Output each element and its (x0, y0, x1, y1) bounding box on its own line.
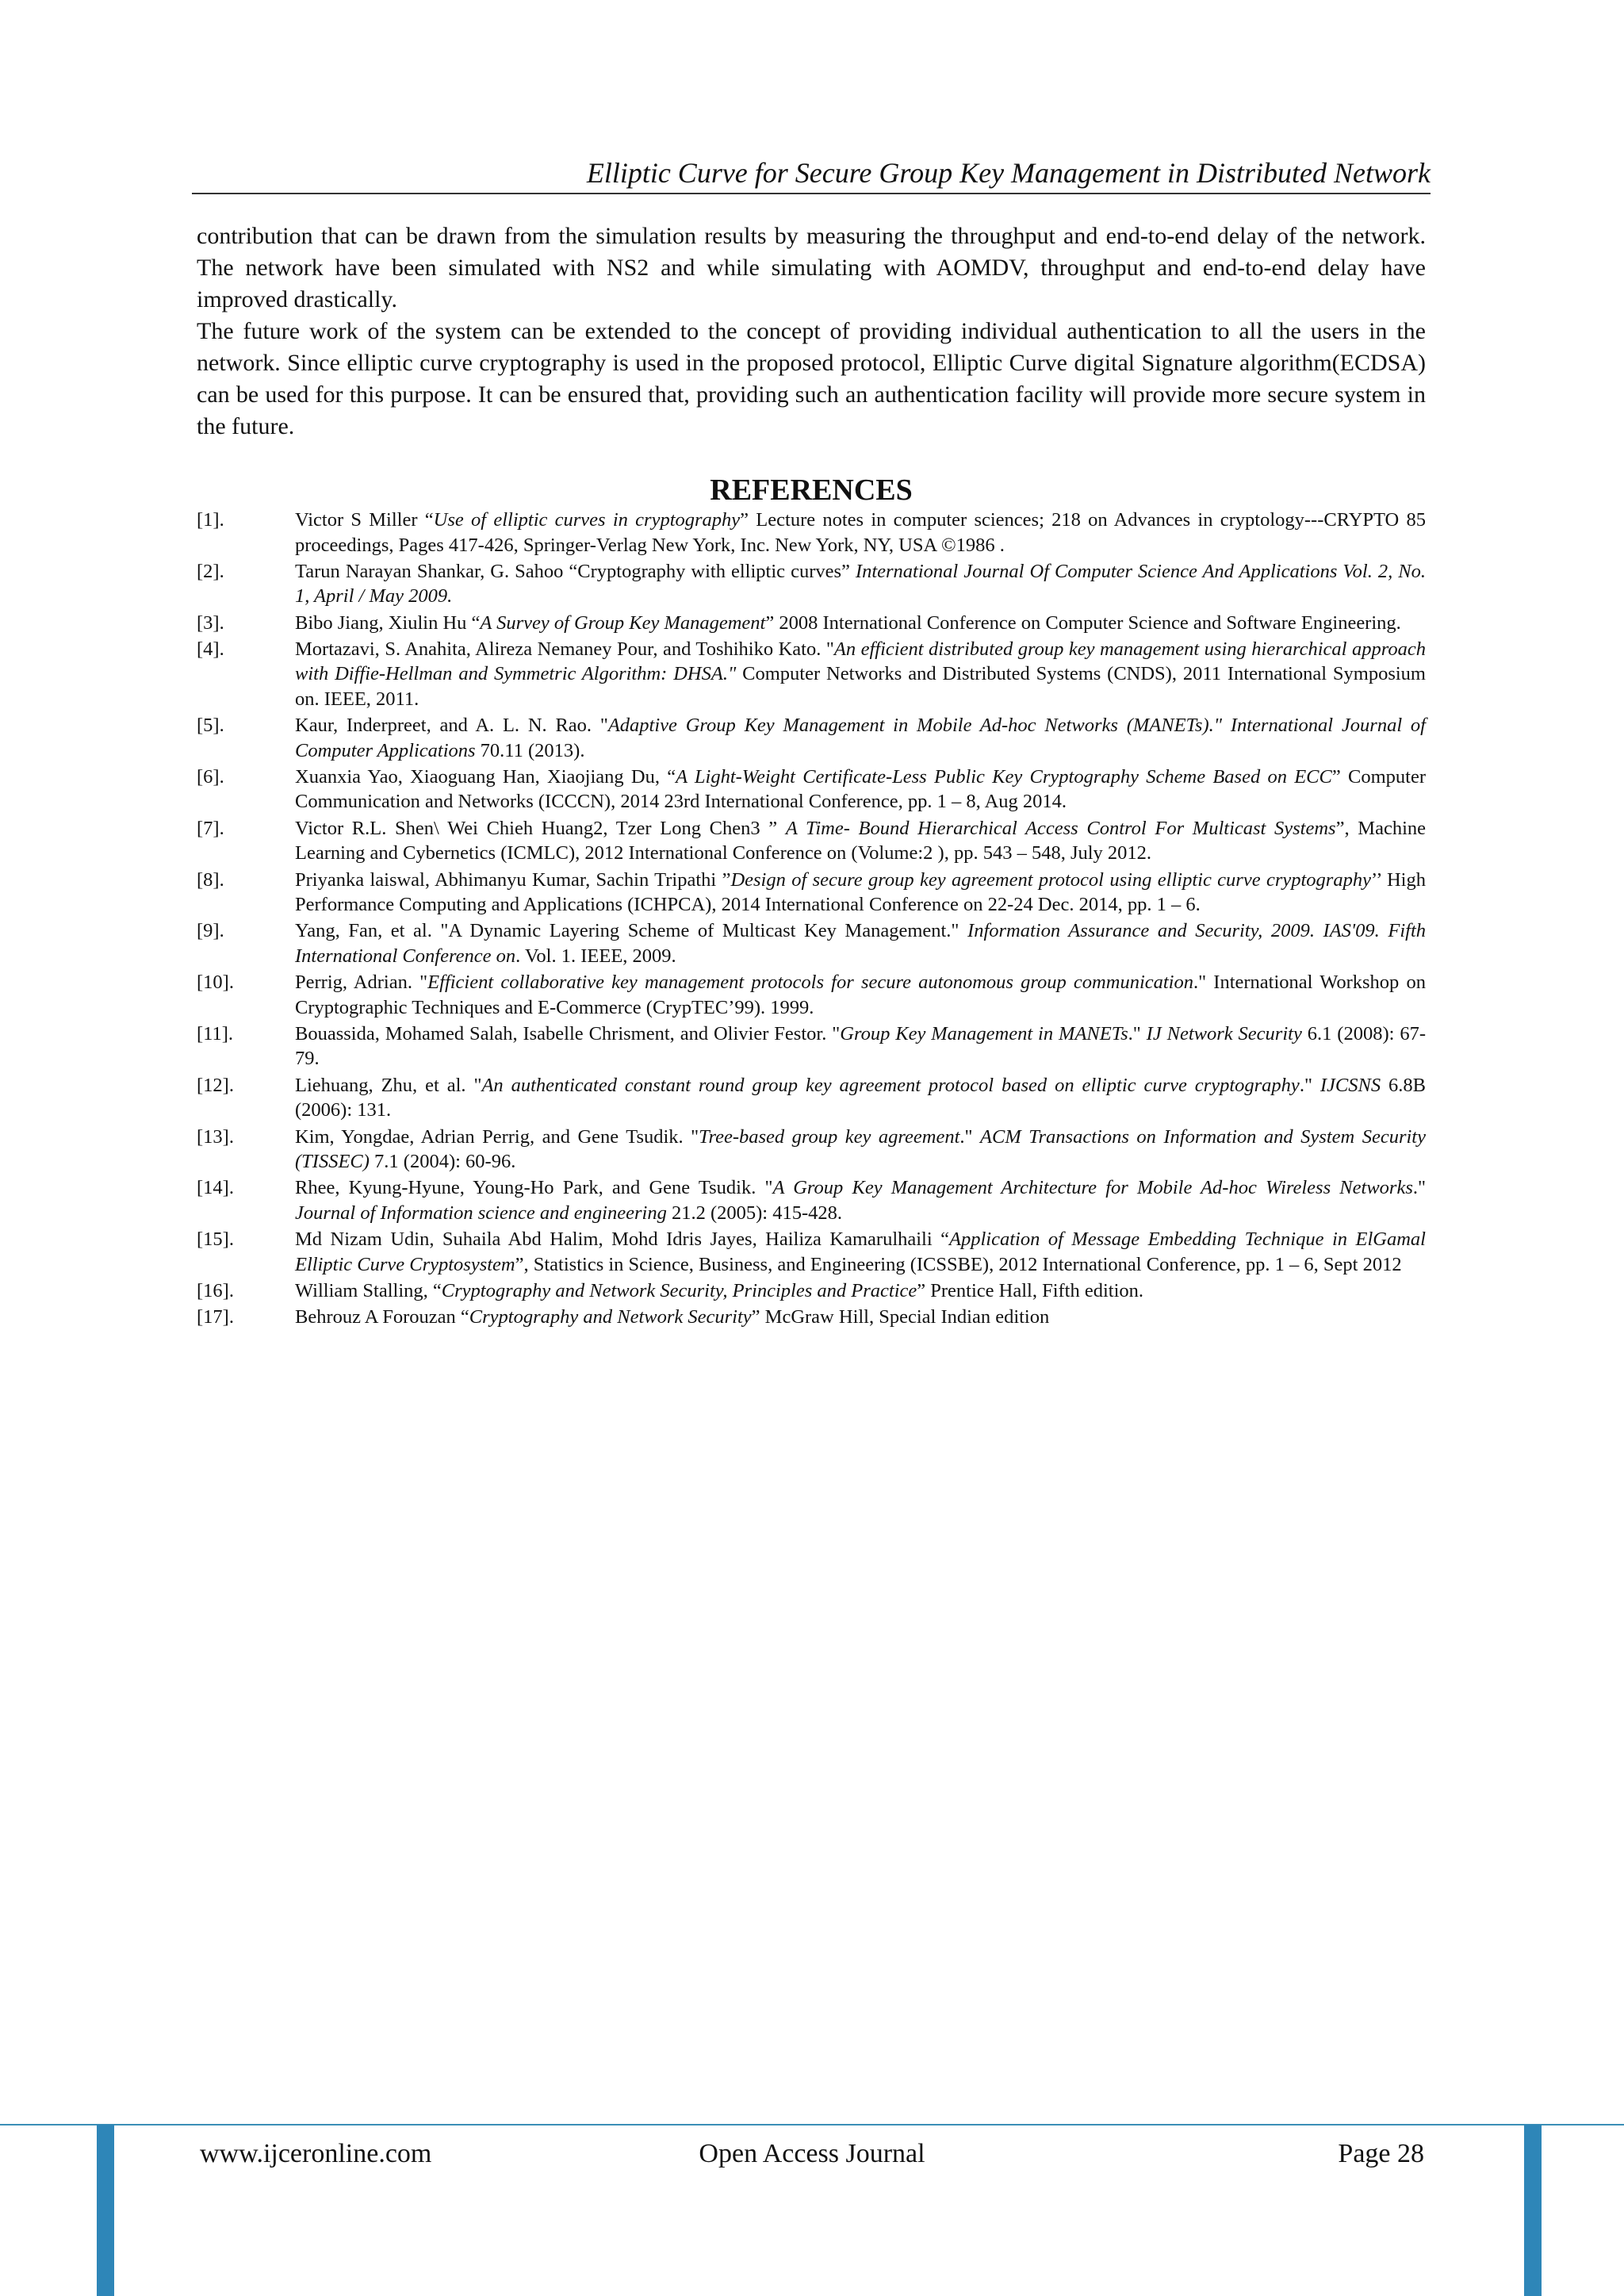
header-rule (192, 193, 1431, 194)
reference-text: Perrig, Adrian. "Efficient collaborative key management protocols for secure autonomous group communication." International Workshop on Cryptographic Techniques and E-Commerce (CrypTEC’99). 1999. (295, 972, 1426, 1018)
footer-page-number: Page 28 (1338, 2139, 1424, 2168)
reference-number: [9]. (197, 920, 224, 942)
footer-rule (0, 2124, 1624, 2125)
reference-number: [15]. (197, 1228, 234, 1251)
running-title: Elliptic Curve for Secure Group Key Management in Distributed Network (586, 157, 1431, 189)
reference-text: Priyanka laiswal, Abhimanyu Kumar, Sachin Tripathi ”Design of secure group key agreement protocol using elliptic curve cryptography’’ High Performance Computing and Applications (ICHPCA), 2014 International Conference on 22-24 Dec. 2014, pp. 1 – 6. (295, 868, 1426, 916)
reference-item (197, 868, 1426, 918)
reference-item (197, 1022, 1426, 1071)
reference-text: Rhee, Kyung-Hyune, Young-Ho Park, and Gene Tsudik. "A Group Key Management Architecture for Mobile Ad-hoc Wireless Networks." Journal of Information science and engineering 21.2 (2005): 415-428. (295, 1177, 1426, 1224)
reference-item (197, 1278, 1426, 1304)
footer-journal-label: Open Access Journal (699, 2139, 925, 2168)
reference-number: [11]. (197, 1022, 234, 1045)
reference-number: [2]. (197, 560, 224, 582)
reference-number: [13]. (197, 1125, 234, 1148)
body-paragraph-2: The future work of the system can be extended to the concept of providing individual authentication to all the users in the network. Since elliptic curve cryptography is used in the proposed protocol, Elliptic Curve digital Signature algorithm(ECDSA) can be used for this purpose. It can be ensured that, providing such an authentication facility will provide more secure system in the future. (197, 318, 1426, 439)
reference-text: Behrouz A Forouzan “Cryptography and Network Security” McGraw Hill, Special Indian edition (295, 1306, 1050, 1328)
reference-item (197, 1175, 1426, 1225)
body-paragraph-1: contribution that can be drawn from the simulation results by measuring the throughput and end-to-end delay of the network. The network have been simulated with NS2 and while simulating with AOMDV, throughput and end-to-end delay have improved drastically. (197, 223, 1426, 312)
reference-item (197, 713, 1426, 763)
reference-text: Bibo Jiang, Xiulin Hu “A Survey of Group Key Management” 2008 International Conference on Computer Science and Software Engineering. (295, 611, 1401, 634)
reference-text: William Stalling, “Cryptography and Network Security, Principles and Practice” Prentice Hall, Fifth edition. (295, 1279, 1144, 1301)
reference-number: [10]. (197, 972, 234, 994)
reference-number: [7]. (197, 817, 224, 839)
footer (200, 2137, 1424, 2171)
reference-list (197, 508, 1426, 1332)
reference-text: Victor R.L. Shen\ Wei Chieh Huang2, Tzer Long Chen3 ” A Time- Bound Hierarchical Access Control For Multicast Systems”, Machine Learning and Cybernetics (ICMLC), 2012 International Conference on (Volume:2 ), pp. 543 – 548, July 2012. (295, 817, 1426, 864)
reference-number: [14]. (197, 1177, 234, 1199)
reference-item (197, 559, 1426, 609)
reference-item (197, 918, 1426, 968)
reference-number: [12]. (197, 1074, 234, 1096)
reference-text: Kaur, Inderpreet, and A. L. N. Rao. "Adaptive Group Key Management in Mobile Ad-hoc Networks (MANETs)." International Journal of Computer Applications 70.11 (2013). (295, 715, 1426, 761)
reference-number: [4]. (197, 638, 224, 660)
body-text (197, 220, 1426, 443)
reference-item (197, 508, 1426, 558)
reference-item (197, 816, 1426, 866)
reference-text: Yang, Fan, et al. "A Dynamic Layering Scheme of Multicast Key Management." Information Assurance and Security, 2009. IAS'09. Fifth International Conference on. Vol. 1. IEEE, 2009. (295, 920, 1427, 967)
reference-item (197, 970, 1426, 1020)
reference-item (197, 1305, 1426, 1330)
reference-number: [16]. (197, 1279, 234, 1301)
footer-accent-bar-left (97, 2125, 114, 2296)
reference-text: Mortazavi, S. Anahita, Alireza Nemaney Pour, and Toshihiko Kato. "An efficient distributed group key management using hierarchical approach with Diffie-Hellman and Symmetric Algorithm: DHSA." Computer Networks and Distributed Systems (CNDS), 2011 International Symposium on. IEEE, 2011. (295, 638, 1426, 710)
reference-item (197, 637, 1426, 712)
reference-text: Victor S Miller “Use of elliptic curves in cryptography” Lecture notes in computer sciences; 218 on Advances in cryptology---CRYPTO 85 proceedings, Pages 417-426, Springer-Verlag New York, Inc. New York, NY, USA ©1986 . (295, 509, 1427, 556)
reference-number: [5]. (197, 715, 224, 737)
footer-accent-bar-right (1524, 2125, 1542, 2296)
reference-item (197, 765, 1426, 815)
references-heading: REFERENCES (710, 473, 913, 507)
reference-text: Md Nizam Udin, Suhaila Abd Halim, Mohd Idris Jayes, Hailiza Kamarulhaili “Application of Message Embedding Technique in ElGamal Elliptic Curve Cryptosystem”, Statistics in Science, Business, and Engineering (ICSSBE), 2012 International Conference, pp. 1 – 6, Sept 2012 (295, 1228, 1426, 1275)
reference-text: Xuanxia Yao, Xiaoguang Han, Xiaojiang Du, “A Light-Weight Certificate-Less Public Key Cryptography Scheme Based on ECC” Computer Communication and Networks (ICCCN), 2014 23rd International Conference, pp. 1 – 8, Aug 2014. (295, 765, 1426, 813)
reference-item (197, 1073, 1426, 1123)
reference-number: [6]. (197, 765, 224, 788)
reference-number: [1]. (197, 509, 224, 531)
reference-text: Kim, Yongdae, Adrian Perrig, and Gene Tsudik. "Tree-based group key agreement." ACM Transactions on Information and System Security (TISSEC) 7.1 (2004): 60-96. (295, 1125, 1426, 1173)
footer-website: www.ijceronline.com (200, 2139, 432, 2168)
reference-text: Liehuang, Zhu, et al. "An authenticated constant round group key agreement protocol based on elliptic curve cryptography." IJCSNS 6.8B (2006): 131. (295, 1074, 1426, 1121)
reference-text: Tarun Narayan Shankar, G. Sahoo “Cryptography with elliptic curves” International Journal Of Computer Science And Applications Vol. 2, No. 1, April / May 2009. (295, 560, 1426, 608)
reference-number: [8]. (197, 868, 224, 891)
reference-number: [3]. (197, 611, 224, 634)
reference-number: [17]. (197, 1306, 234, 1328)
reference-item (197, 1125, 1426, 1175)
reference-item (197, 611, 1426, 636)
reference-text: Bouassida, Mohamed Salah, Isabelle Chrisment, and Olivier Festor. "Group Key Management in MANETs." IJ Network Security 6.1 (2008): 67-79. (295, 1022, 1426, 1070)
reference-item (197, 1227, 1426, 1277)
